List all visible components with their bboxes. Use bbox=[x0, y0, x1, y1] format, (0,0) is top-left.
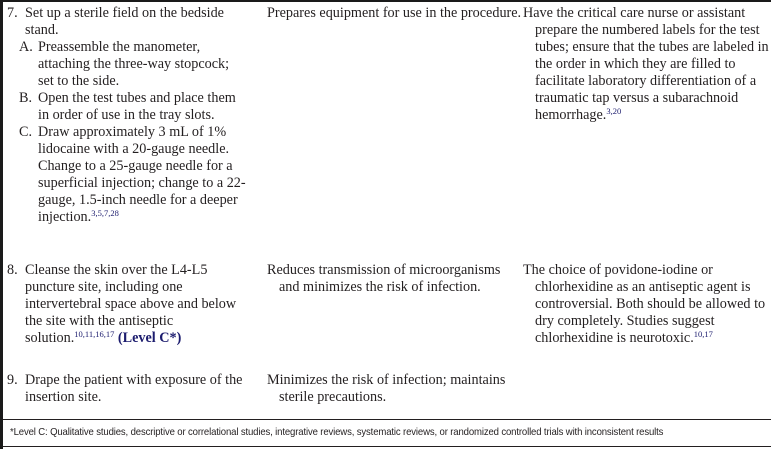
special-considerations-7 bbox=[523, 5, 771, 124]
special-considerations-8 bbox=[523, 262, 771, 347]
step-number: 8. bbox=[7, 262, 18, 278]
top-border bbox=[0, 0, 771, 2]
step-body: Cleanse the skin over the L4-L5 puncture site, including one intervertebral space above and below the site with the antiseptic solution. bbox=[25, 262, 237, 346]
left-border bbox=[0, 0, 3, 449]
substep-letter: A. bbox=[19, 39, 33, 55]
reference-superscript: 3,5,7,28 bbox=[91, 208, 119, 218]
substep-b bbox=[19, 90, 248, 124]
substep-text: Draw approximately 3 mL of 1% lidocaine with a 20-gauge needle. Change to a 25-gauge needle for a superficial injection; change to a 22-gauge, 1.5-inch needle for a deeper injection. bbox=[38, 124, 246, 225]
evidence-level: (Level C*) bbox=[117, 330, 182, 346]
reference-superscript: 10,17 bbox=[693, 329, 713, 339]
reference-superscript: 3,20 bbox=[606, 106, 622, 116]
footnote: *Level C: Qualitative studies, descriptive or correlational studies, integrative reviews, systematic reviews, or randomized controlled trials with inconsistent results bbox=[10, 427, 664, 438]
step-number: 7. bbox=[7, 5, 18, 21]
substep-a bbox=[19, 39, 248, 90]
step-text bbox=[25, 262, 247, 347]
rationale-7: Prepares equipment for use in the procedure. bbox=[267, 5, 522, 21]
substep-text: Preassemble the manometer, attaching the three-way stopcock; set to the side. bbox=[38, 39, 230, 89]
step-text: Set up a sterile field on the bedside stand. bbox=[25, 5, 224, 38]
step-number: 9. bbox=[7, 372, 18, 388]
special-text: Have the critical care nurse or assistant prepare the numbered labels for the test tubes; ensure that the tubes are labeled in the order in which they are filled to facilitate laboratory differentiation of a traumatic tap versus a subarachnoid hemorrhage. bbox=[523, 5, 769, 123]
rationale-9: Minimizes the risk of infection; maintains sterile precautions. bbox=[267, 372, 506, 405]
reference-superscript: 10,11,16,17 bbox=[74, 329, 115, 339]
substep-text: Open the test tubes and place them in order of use in the tray slots. bbox=[38, 90, 236, 123]
rationale-8: Reduces transmission of microorganisms and minimizes the risk of infection. bbox=[267, 262, 501, 295]
step-8 bbox=[7, 262, 257, 347]
step-7 bbox=[7, 5, 257, 226]
step-text: Drape the patient with exposure of the insertion site. bbox=[25, 372, 243, 405]
footnote-divider-top bbox=[3, 419, 771, 420]
substep-c bbox=[19, 124, 256, 226]
substep-letter: C. bbox=[19, 124, 33, 140]
special-text: The choice of povidone-iodine or chlorhexidine as an antiseptic agent is controversial. Both should be allowed to dry completely. Studies suggest chlorhexidine is neurotoxic. bbox=[523, 262, 766, 346]
footnote-divider-bottom bbox=[3, 446, 771, 447]
step-9 bbox=[7, 372, 257, 406]
substep-letter: B. bbox=[19, 90, 33, 106]
